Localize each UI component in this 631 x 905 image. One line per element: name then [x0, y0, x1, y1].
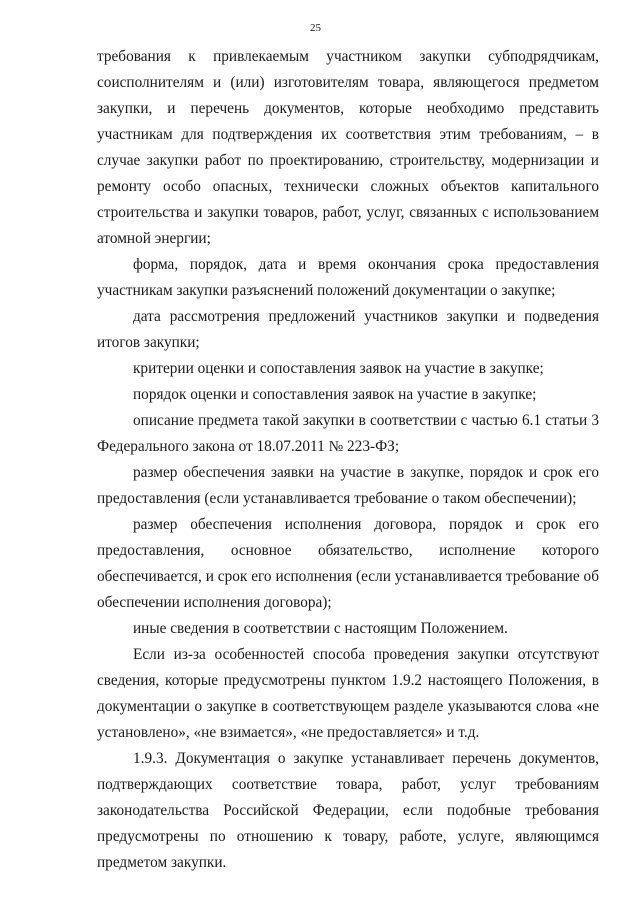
paragraph-3: дата рассмотрения предложений участников закупки и подведения итогов закупки;: [97, 308, 599, 351]
paragraph-6: описание предмета такой закупки в соответствии с частью 6.1 статьи 3 Федерального закона от 18.07.2011 № 223-ФЗ;: [97, 412, 599, 455]
paragraph-4: критерии оценки и сопоставления заявок на участие в закупке;: [133, 360, 544, 377]
paragraph-10: Если из-за особенностей способа проведения закупки отсутствуют сведения, которые предусмотрены пунктом 1.9.2 настоящего Положения, в документации о закупке в соответствующем разделе указываются слова «не установлено», «не взимается», «не предоставляется» и т.д.: [97, 646, 599, 741]
paragraph-1: требования к привлекаемым участником закупки субподрядчикам, соисполнителям и (или) изготовителям товара, являющегося предметом закупки, и перечень документов, которые необходимо представить участникам для подтверждения их соответствия этим требованиям, – в случае закупки работ по проектированию, строительству, модернизации и ремонту особо опасных, технически сложных объектов капитального строительства и закупки товаров, работ, услуг, связанных с использованием атомной энергии;: [97, 48, 599, 247]
document-body: [97, 44, 599, 876]
paragraph-11: 1.9.3. Документация о закупке устанавливает перечень документов, подтверждающих соответствие товара, работ, услуг требованиям законодательства Российской Федерации, если подобные требования предусмотрены по отношению к товару, работе, услуге, являющимся предметом закупки.: [97, 750, 599, 871]
page-number: 25: [310, 22, 321, 34]
paragraph-8: размер обеспечения исполнения договора, порядок и срок его предоставления, основное обязательство, исполнение которого обеспечивается, и срок его исполнения (если устанавливается требование об обеспечении исполнения договора);: [97, 516, 599, 611]
paragraph-5: порядок оценки и сопоставления заявок на участие в закупке;: [133, 386, 537, 403]
paragraph-9: иные сведения в соответствии с настоящим Положением.: [133, 620, 508, 637]
paragraph-2: форма, порядок, дата и время окончания срока предоставления участникам закупки разъяснений положений документации о закупке;: [97, 256, 599, 299]
paragraph-7: размер обеспечения заявки на участие в закупке, порядок и срок его предоставления (если устанавливается требование о таком обеспечении);: [97, 464, 599, 507]
